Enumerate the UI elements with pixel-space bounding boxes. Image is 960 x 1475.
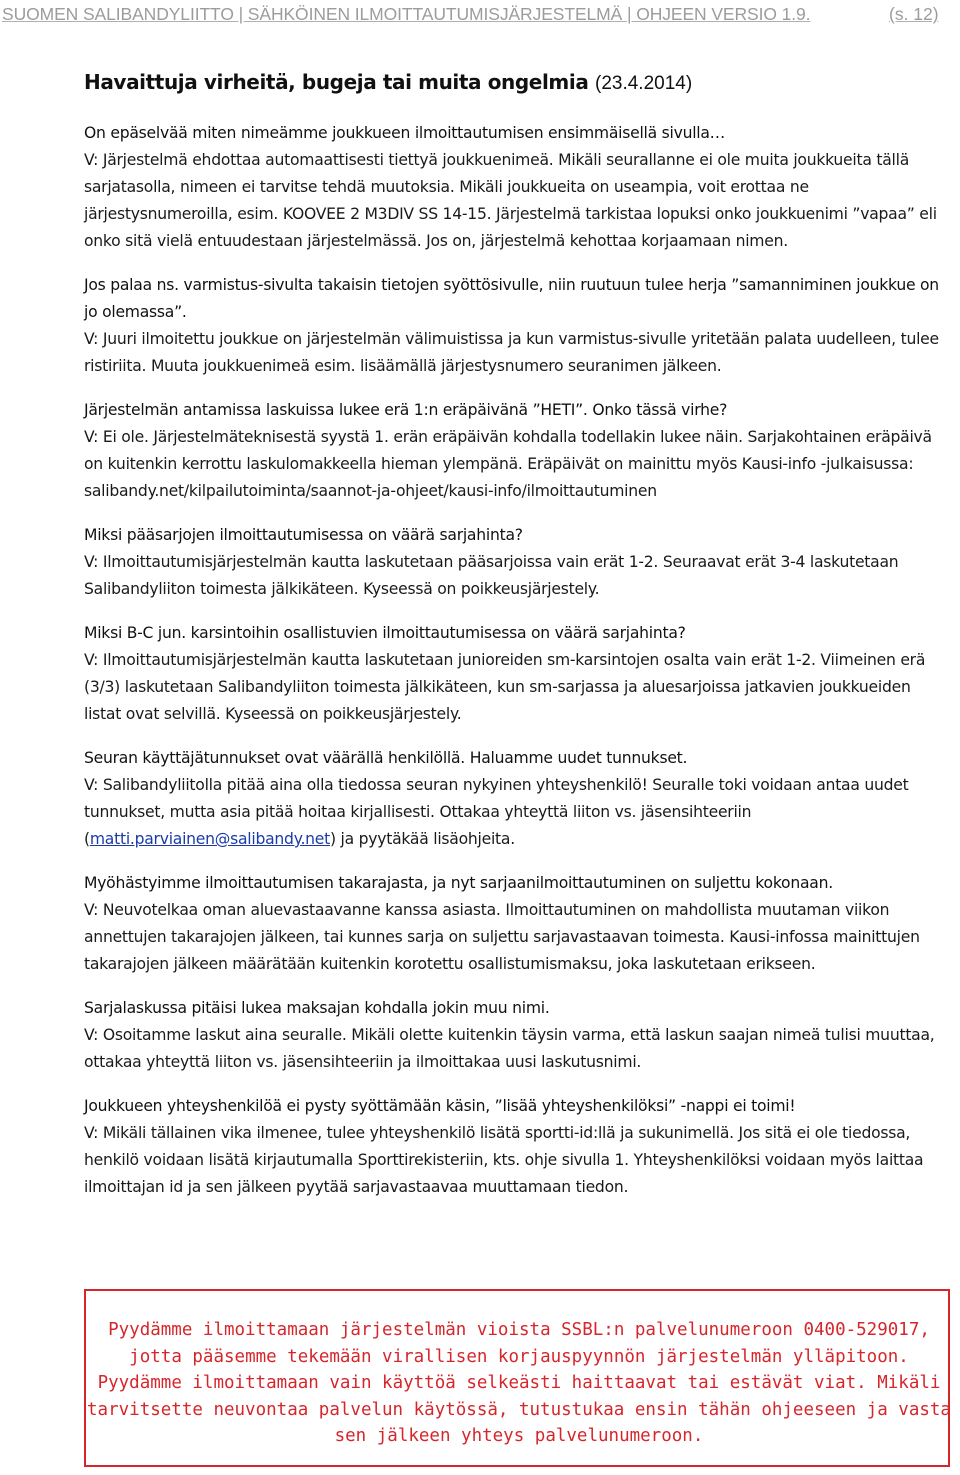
faq-answer: V: Ilmoittautumisjärjestelmän kautta laskutetaan pääsarjoissa vain erät 1-2. Seuraavat erät 3-4 laskutetaan Salibandyliiton toimesta jälkikäteen. Kyseessä on poikkeusjärjestely.	[84, 553, 899, 598]
header-page-number: (s. 12)	[889, 4, 939, 24]
page-title	[84, 70, 692, 95]
faq-question: Järjestelmän antamissa laskuissa lukee erä 1:n eräpäivänä ”HETI”. Onko tässä virhe?	[84, 401, 728, 419]
page-header	[0, 2, 960, 30]
email-link[interactable]: matti.parviainen@salibandy.net	[89, 830, 331, 848]
faq-question: On epäselvää miten nimeämme joukkueen ilmoittautumisen ensimmäisellä sivulla…	[84, 124, 726, 142]
faq-content	[84, 120, 944, 1218]
faq-answer: V: Ilmoittautumisjärjestelmän kautta laskutetaan junioreiden sm-karsintojen osalta vain erät 1-2. Viimeinen erä (3/3) laskutetaan Salibandyliiton toimesta jälkikäteen, kun sm-sarjassa ja aluesarjoissa jatkavien joukkueiden listat ovat selvillä. Kyseessä on poikkeusjärjestely.	[84, 651, 926, 723]
faq-item-team-name	[84, 120, 944, 255]
faq-item-contact-person	[84, 1093, 944, 1201]
page-title-date: (23.4.2014)	[595, 73, 693, 94]
faq-answer: V: Ei ole. Järjestelmäteknisestä syystä 1. erän eräpäivän kohdalla todellakin lukee näin. Sarjakohtainen eräpäivä on kuitenkin kerrottu laskulomakkeella hieman ylempänä. Eräpäivät on mainittu myös Kausi-info -julkaisussa: salibandy.net/kilpailutoiminta/saannot-ja-ohjeet/kausi-info/ilmoittautuminen	[84, 428, 932, 500]
faq-question: Jos palaa ns. varmistus-sivulta takaisin tietojen syöttösivulle, niin ruutuun tulee herja ”samanniminen joukkue on jo olemassa”.	[84, 276, 939, 321]
faq-question: Miksi pääsarjojen ilmoittautumisessa on väärä sarjahinta?	[84, 526, 523, 544]
faq-item-due-date	[84, 397, 944, 505]
faq-answer	[84, 772, 944, 853]
answer-text-after: ) ja pyytäkää lisäohjeita.	[330, 830, 515, 848]
faq-item-duplicate-name	[84, 272, 944, 380]
faq-item-junior-qualifiers-price	[84, 620, 944, 728]
answer-text-before: V: Salibandyliitolla pitää aina olla tiedossa seuran nykyinen yhteyshenkilö! Seuralle toki voidaan antaa uudet tunnukset, mutta asia pitää hoitaa kirjallisesti. Ottakaa yhteyttä liiton vs. jäsensihteeriin (	[84, 776, 909, 848]
faq-question: Joukkueen yhteyshenkilöä ei pysty syöttämään käsin, ”lisää yhteyshenkilöksi” -nappi ei toimi!	[84, 1097, 796, 1115]
notice-box	[84, 1289, 950, 1467]
faq-question: Myöhästyimme ilmoittautumisen takarajasta, ja nyt sarjaanilmoittautuminen on suljettu kokonaan.	[84, 874, 833, 892]
faq-answer: V: Mikäli tällainen vika ilmenee, tulee yhteyshenkilö lisätä sportti-id:llä ja sukunimellä. Jos sitä ei ole tiedossa, henkilö voidaan lisätä kirjautumalla Sporttirekisteriin, kts. ohje sivulla 1. Yhteyshenkilöksi voidaan myös laittaa ilmoittajan id ja sen jälkeen pyytää sarjavastaavaa muuttamaan tiedon.	[84, 1124, 924, 1196]
notice-text: Pyydämme ilmoittamaan järjestelmän vioista SSBL:n palvelunumeroon 0400-529017, jotta pääsemme tekemään virallisen korjauspyynnön järjestelmän ylläpitoon. Pyydämme ilmoittamaan vain käyttöä selkeästi haittaavat tai estävät viat. Mikäli tarvitsette neuvontaa palvelun käytössä, tutustukaa ensin tähän ohjeeseen ja vasta sen jälkeen yhteys palvelunumeroon.	[87, 1320, 951, 1446]
faq-answer: V: Juuri ilmoitettu joukkue on järjestelmän välimuistissa ja kun varmistus-sivulle yritetään palata uudelleen, tulee ristiriita. Muuta joukkuenimeä esim. lisäämällä järjestysnumero seuranimen jälkeen.	[84, 330, 939, 375]
faq-item-user-credentials	[84, 745, 944, 853]
faq-question: Sarjalaskussa pitäisi lukea maksajan kohdalla jokin muu nimi.	[84, 999, 550, 1017]
faq-question: Miksi B-C jun. karsintoihin osallistuvien ilmoittautumisessa on väärä sarjahinta?	[84, 624, 686, 642]
faq-answer: V: Järjestelmä ehdottaa automaattisesti tiettyä joukkuenimeä. Mikäli seurallanne ei ole muita joukkueita tällä sarjatasolla, nimeen ei tarvitse tehdä muutoksia. Mikäli joukkueita on useampia, voit erottaa ne järjestysnumeroilla, esim. KOOVEE 2 M3DIV SS 14-15. Järjestelmä tarkistaa lopuksi onko joukkuenimi ”vapaa” eli onko sitä vielä entuudestaan järjestelmässä. Jos on, järjestelmä kehottaa korjaamaan nimen.	[84, 151, 937, 250]
faq-item-main-series-price	[84, 522, 944, 603]
page-title-text: Havaittuja virheitä, bugeja tai muita ongelmia	[84, 70, 589, 94]
faq-question: Seuran käyttäjätunnukset ovat väärällä henkilöllä. Haluamme uudet tunnukset.	[84, 749, 688, 767]
faq-answer: V: Osoitamme laskut aina seuralle. Mikäli olette kuitenkin täysin varma, että laskun saajan nimeä tulisi muuttaa, ottakaa yhteyttä liiton vs. jäsensihteeriin ja ilmoittakaa uusi laskutusnimi.	[84, 1026, 935, 1071]
faq-item-invoice-payer	[84, 995, 944, 1076]
faq-item-late-registration	[84, 870, 944, 978]
header-title: SUOMEN SALIBANDYLIITTO | SÄHKÖINEN ILMOITTAUTUMISJÄRJESTELMÄ | OHJEEN VERSIO 1.9.	[2, 4, 811, 24]
faq-answer: V: Neuvotelkaa oman aluevastaavanne kanssa asiasta. Ilmoittautuminen on mahdollista muutaman viikon annettujen takarajojen jälkeen, tai kunnes sarja on suljettu sarjavastaavan toimesta. Kausi-infossa mainittujen takarajojen jälkeen määrätään kuitenkin korotettu osallistumismaksu, joka laskutetaan erikseen.	[84, 901, 920, 973]
